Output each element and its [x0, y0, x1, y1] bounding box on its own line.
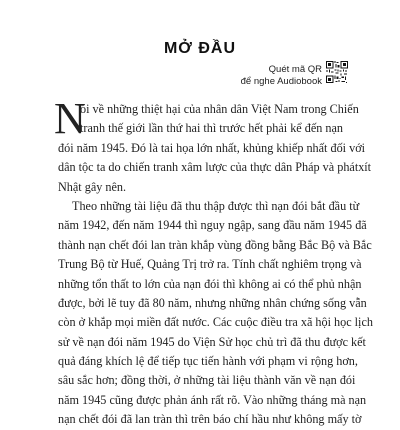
text-line: năm 1945 cũng được phản ánh rất rõ. Vào những tháng mà nạn [58, 392, 367, 407]
qr-code-icon[interactable] [326, 61, 348, 83]
qr-caption-line-1: Quét mã QR [268, 64, 322, 75]
chapter-title: MỞ ĐẦU [163, 40, 237, 57]
text-line: sử về nạn đói năm 1945 do Viện Sử học chủ trì đã thu được kết [58, 334, 366, 349]
text-line: tranh thế giới lần thứ hai thì trước hết phải kể đến nạn [80, 121, 344, 136]
text-line: ói về những thiệt hại của nhân dân Việt Nam trong Chiến [80, 102, 359, 116]
qr-caption [241, 64, 322, 88]
drop-cap: N [54, 94, 86, 143]
text-line: còn ở khắp mọi miền đất nước. Các cuộc điều tra xã hội học lịch [58, 315, 373, 330]
text-line: thành nạn chết đói lan tràn khắp vùng đồng bằng Bắc Bộ và Bắc [58, 237, 372, 252]
chapter-body [54, 94, 373, 430]
text-line: Trung Bộ từ Huế, Quảng Trị trở ra. Tính chất nghiêm trọng và [58, 257, 362, 272]
text-line: nạn chết đói đã lan tràn thì trên báo chí hầu như không mấy tờ [58, 412, 362, 427]
paragraph-1 [54, 94, 372, 197]
text-line: sâu sắc hơn; đồng thời, ở những tài liệu thành văn về nạn đói [58, 373, 356, 388]
text-line: dân tộc ta do chiến tranh xâm lược của thực dân Pháp và phátxít [58, 160, 372, 175]
text-line: quả đáng khích lệ để tiếp tục tiến hành với phạm vi rộng hơn, [58, 354, 358, 369]
text-line: Theo những tài liệu đã thu thập được thì nạn đói bắt đầu từ [72, 198, 360, 213]
text-line: đói năm 1945. Đó là tai họa lớn nhất, khủng khiếp nhất đối với [58, 140, 366, 155]
text-line: những tổn thất to lớn của nạn đói thì không ai có thể phủ nhận [58, 276, 362, 291]
text-line: được, bởi lẽ tuy đã 80 năm, nhưng những nhân chứng sống vẫn [58, 295, 367, 310]
qr-caption-line-2: để nghe Audiobook [240, 76, 322, 87]
text-line: Nhật gây nên. [58, 179, 127, 194]
text-line: năm 1942, đến năm 1944 thì nguy ngập, sang đầu năm 1945 đã [58, 218, 367, 233]
paragraph-2 [58, 197, 373, 430]
